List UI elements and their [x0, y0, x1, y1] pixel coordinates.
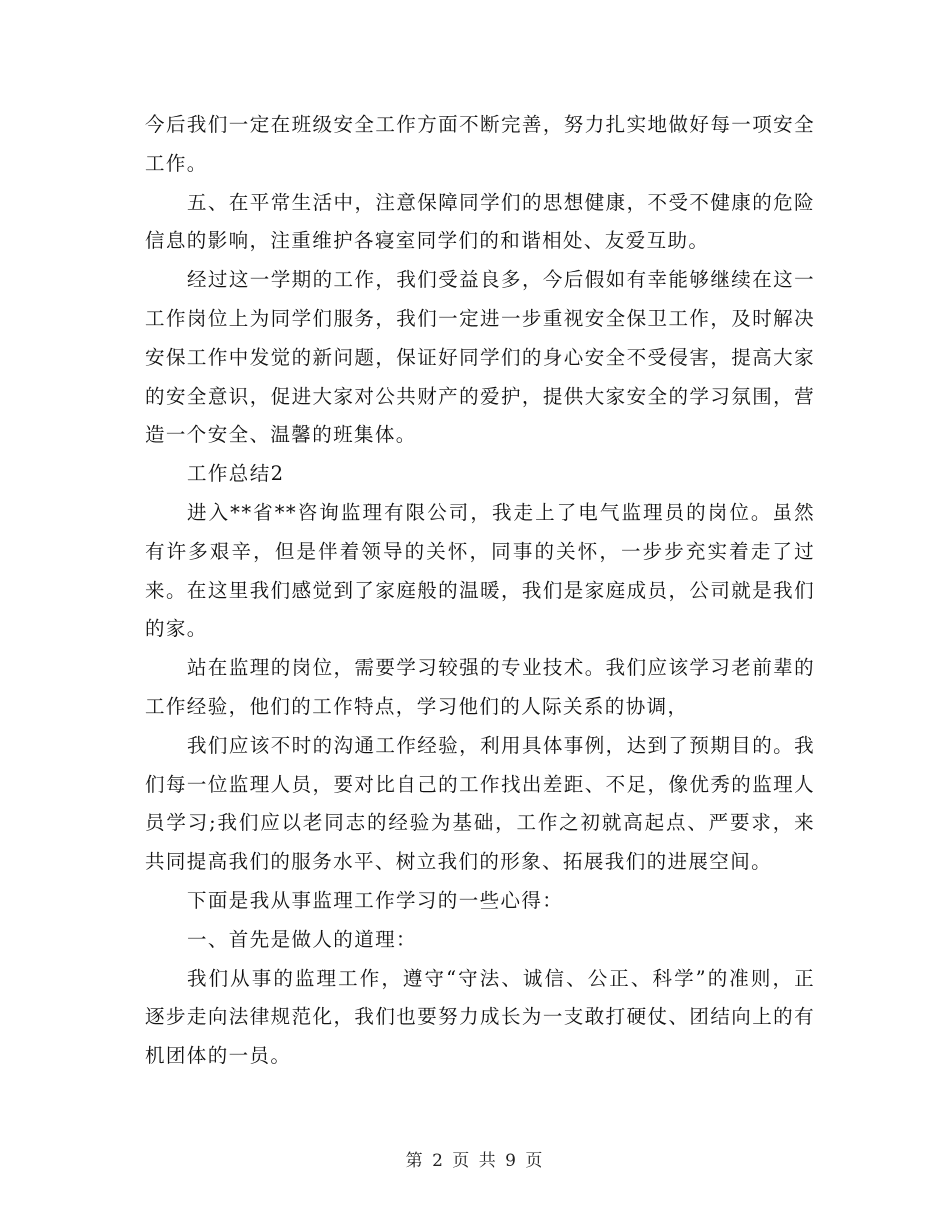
- paragraph-7: 我们应该不时的沟通工作经验，利用具体事例，达到了预期目的。我们每一位监理人员，要对比自己的工作找出差距、不足，像优秀的监理人员学习;我们应以老同志的经验为基础，工作之初就高起点、严要求，来共同提高我们的服务水平、树立我们的形象、拓展我们的进展空间。: [145, 733, 815, 874]
- paragraph-2: 五、在平常生活中，注意保障同学们的思想健康，不受不健康的危险信息的影响，注重维护各寝室同学们的和谐相处、友爱互助。: [145, 190, 815, 253]
- page-number-footer: 第 2 页 共 9 页: [405, 1151, 545, 1171]
- paragraph-5: 进入**省**咨询监理有限公司，我走上了电气监理员的岗位。虽然有许多艰辛，但是伴着领导的关怀，同事的关怀，一步步充实着走了过来。在这里我们感觉到了家庭般的温暖，我们是家庭成员，公司就是我们的家。: [145, 500, 815, 641]
- paragraph-10: 我们从事的监理工作，遵守“守法、诚信、公正、科学”的准则，正逐步走向法律规范化，我们也要努力成长为一支敢打硬仗、团结向上的有机团体的一员。: [145, 966, 815, 1068]
- paragraph-9: 一、首先是做人的道理：: [187, 927, 417, 951]
- paragraph-3: 经过这一学期的工作，我们受益良多，今后假如有幸能够继续在这一工作岗位上为同学们服务，我们一定进一步重视安全保卫工作，及时解决安保工作中发觉的新问题，保证好同学们的身心安全不受侵害，提高大家的安全意识，促进大家对公共财产的爱护，提供大家安全的学习氛围，营造一个安全、温馨的班集体。: [145, 268, 815, 447]
- section-heading: 工作总结2: [187, 462, 285, 486]
- paragraph-6: 站在监理的岗位，需要学习较强的专业技术。我们应该学习老前辈的工作经验，他们的工作特点，学习他们的人际关系的协调，: [145, 656, 815, 718]
- document-body: [145, 106, 815, 1076]
- paragraph-1: 今后我们一定在班级安全工作方面不断完善，努力扎实地做好每一项安全工作。: [145, 113, 815, 175]
- paragraph-8: 下面是我从事监理工作学习的一些心得：: [187, 888, 564, 912]
